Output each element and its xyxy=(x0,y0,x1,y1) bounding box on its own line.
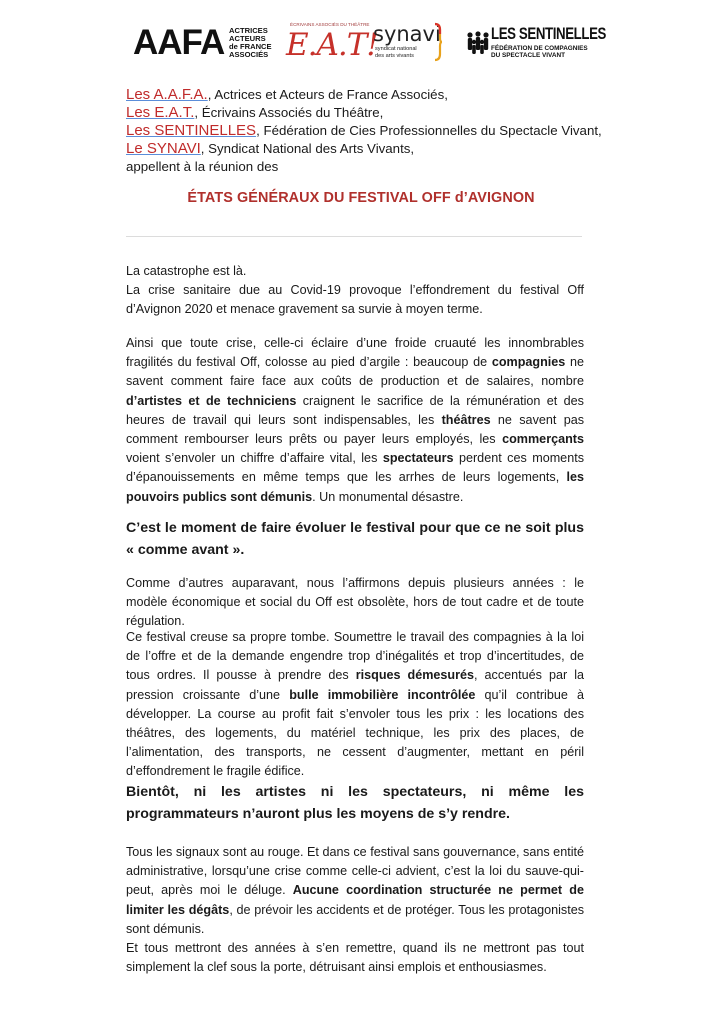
org-line xyxy=(126,86,606,104)
section-heading: Bientôt, ni les artistes ni les spectateurs, ni même les programmateurs n’auront plus les moyens de s’y rendre. xyxy=(126,784,584,822)
tomb-paragraph xyxy=(126,628,584,782)
emphasis: les pouvoirs publics sont démunis xyxy=(126,470,584,504)
aafa-subline: ASSOCIÉS xyxy=(229,50,269,59)
text-run: voient s’envoler un chiffre d’affaire vital, les xyxy=(126,451,383,466)
org-link-aafa[interactable]: Les A.A.F.A. xyxy=(126,86,208,103)
text-run: Tous les signaux sont au rouge. Et dans ce festival sans gouvernance, sans entité administrative, lorsqu’une crise comme celle-ci advient, c’est la loi du sauve-qui-peut, après moi le déluge. xyxy=(126,845,584,898)
intro-paragraph xyxy=(126,262,584,320)
text-run: ne savent comment faire face aux coûts de production et de salaires, nombre xyxy=(126,355,585,389)
model-paragraph: Comme d’autres auparavant, nous l’affirmons depuis plusieurs années : le modèle économique et social du Off est obsolète, hors de tout cadre et de toute régulation. xyxy=(126,576,584,629)
eat-logo-caption: ÉCRIVAINS ASSOCIÉS DU THÉÂTRE xyxy=(290,22,370,27)
text-run: craignent le sacrifice de la rémunération et des heures de travail qui leurs sont indispensables, les xyxy=(126,393,584,427)
aafa-logo xyxy=(133,24,276,62)
emphasis: théâtres xyxy=(441,412,491,427)
section-heading: C’est le moment de faire évoluer le festival pour que ce ne soit plus « comme avant ». xyxy=(126,520,584,558)
org-description: , Syndicat National des Arts Vivants, xyxy=(200,141,415,157)
aafa-logo-mark: AAFA xyxy=(133,23,225,62)
emphasis: Aucune coordination structurée ne permet de limiter les dégâts xyxy=(126,883,584,917)
org-line xyxy=(126,122,606,140)
text-run: Ce festival creuse sa propre tombe. Soumettre le travail des compagnies à la loi de l’offre et de la demande engendre trop d’inégalités et trop d’incertitudes, de tous ordres. Il pousse à prendre des xyxy=(126,630,584,683)
text-run: perdent ces moments d’épanouissements en même temps que les arrhes de leurs logements, xyxy=(126,451,584,485)
emphasis: commerçants xyxy=(502,432,584,447)
people-icon xyxy=(465,30,491,56)
intro-line: La crise sanitaire due au Covid-19 provoque l’effondrement du festival Off d’Avignon 2020 et menace gravement sa survie à moyen terme. xyxy=(126,283,584,317)
orgs-outro: appellent à la réunion des xyxy=(126,159,279,175)
eat-logo-mark: E.A.T! xyxy=(286,27,378,63)
divider xyxy=(126,236,582,237)
signals-text xyxy=(126,843,584,939)
sentinelles-logo xyxy=(465,24,606,68)
sentinelles-subline: DU SPECTACLE VIVANT xyxy=(491,52,565,60)
sentinelles-logo-mark: LES SENTINELLES xyxy=(491,24,606,43)
synavi-logo-mark: synavi xyxy=(373,22,441,46)
synavi-subline: syndicat national xyxy=(375,46,417,52)
text-run: , accentués par la pression croissante d’une xyxy=(126,668,584,702)
signals-text: Et tous mettront des années à s’en remettre, quand ils ne mettront pas tout simplement la clef sous la porte, détruisant ainsi emplois et enthousiasmes. xyxy=(126,941,584,975)
emphasis: compagnies xyxy=(491,355,566,370)
logo-bar xyxy=(133,18,606,70)
sentinelles-logo-subtitle xyxy=(491,45,588,60)
aafa-subline: ACTEURS xyxy=(229,34,266,43)
text-run: , de prévoir les accidents et de protéger. Tous les protagonistes sont démunis. xyxy=(126,902,584,936)
text-run: qu’il contribue à développer. La course au profit fait s’envoler tous les prix : les locations des théâtres, des logements, du matériel technique, les prix des places, de l’alimentation, des transports, ne cessent d’augmenter, mettant en péril d’effondrement le fragile édifice. xyxy=(126,687,584,779)
org-line xyxy=(126,104,606,122)
text-run: . Un monumental désastre. xyxy=(312,489,464,504)
crisis-paragraph xyxy=(126,334,584,507)
aafa-logo-subtitle xyxy=(229,27,272,59)
emphasis: spectateurs xyxy=(382,451,454,466)
signals-paragraph xyxy=(126,843,584,977)
intro-line: La catastrophe est là. xyxy=(126,264,247,278)
org-link-sentinelles[interactable]: Les SENTINELLES xyxy=(126,122,257,140)
org-link-eat[interactable]: Les E.A.T. xyxy=(126,104,195,122)
org-description: , Écrivains Associés du Théâtre, xyxy=(194,105,384,121)
emphasis: risques démesurés xyxy=(355,668,475,683)
eat-logo xyxy=(284,22,378,66)
org-line xyxy=(126,140,606,158)
page-title: ÉTATS GÉNÉRAUX DU FESTIVAL OFF d’AVIGNON xyxy=(187,190,535,206)
emphasis: bulle immobilière incontrôlée xyxy=(289,687,476,702)
org-description: , Actrices et Acteurs de France Associés, xyxy=(207,87,448,102)
aafa-subline: de FRANCE xyxy=(229,42,272,51)
synavi-logo-subtitle xyxy=(375,46,417,59)
synavi-logo xyxy=(373,22,445,66)
text-run: ne savent pas comment rembourser leurs prêts ou payer leurs employés, les xyxy=(126,412,585,447)
sentinelles-subline: FÉDÉRATION DE COMPAGNIES xyxy=(491,45,588,52)
emphasis: d’artistes et de techniciens xyxy=(126,393,297,408)
organisations-list xyxy=(126,86,606,176)
synavi-subline: des arts vivants xyxy=(375,52,414,59)
synavi-brace-icon xyxy=(433,22,443,62)
aafa-subline: ACTRICES xyxy=(229,26,268,35)
text-run: Ainsi que toute crise, celle-ci éclaire d’une froide cruauté les innombrables fragilités du festival Off, colosse au pied d’argile : beaucoup de xyxy=(126,336,584,370)
org-description: , Fédération de Cies Professionnelles du Spectacle Vivant, xyxy=(256,123,602,139)
org-link-synavi[interactable]: Le SYNAVI xyxy=(126,140,201,158)
